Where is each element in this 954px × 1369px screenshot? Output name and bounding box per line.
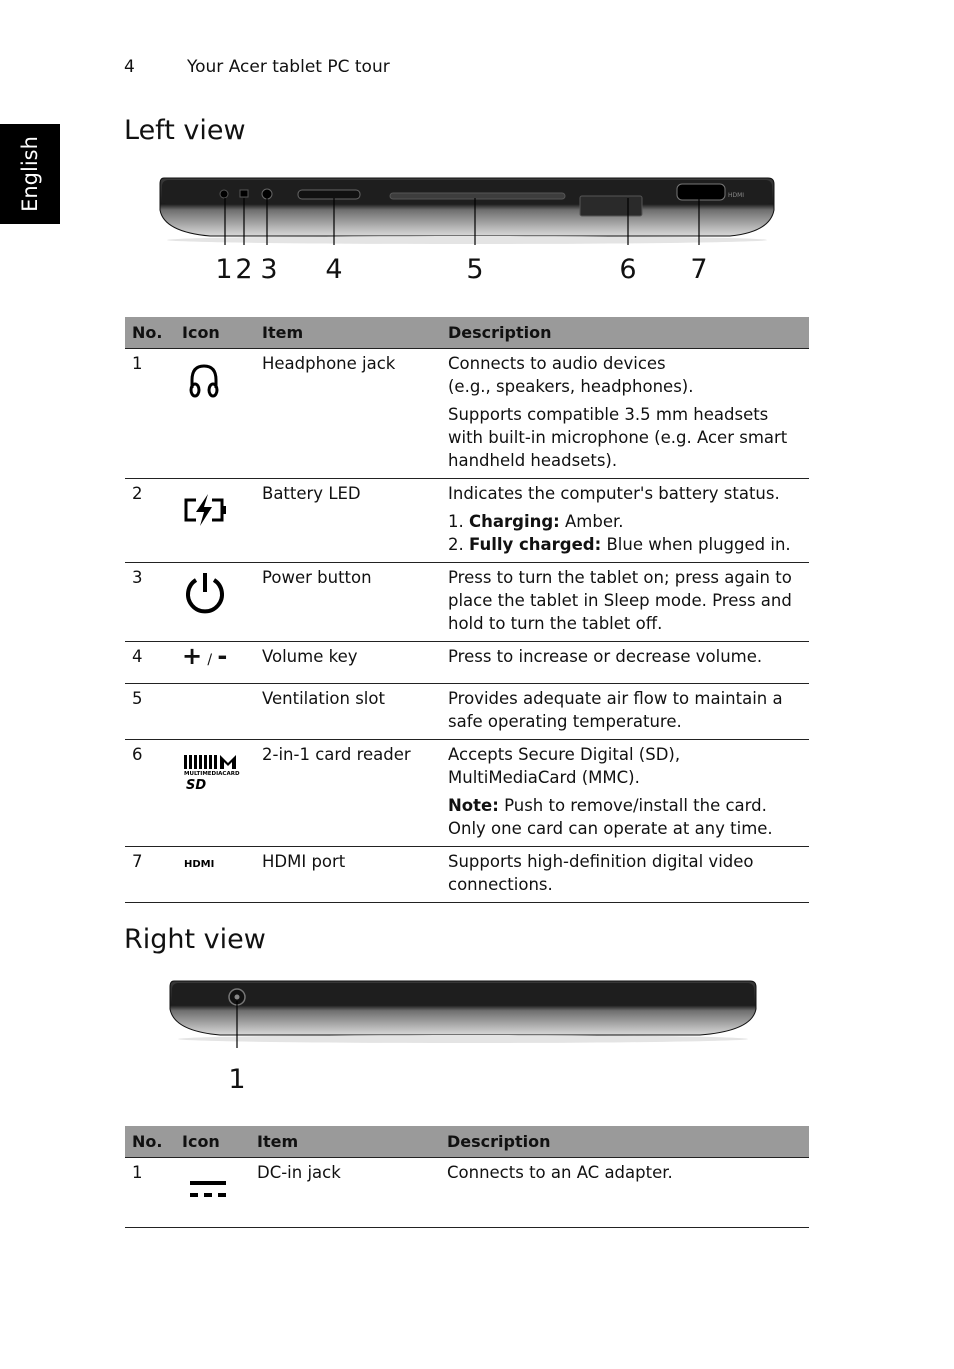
row-description [441,642,809,684]
row-number: 6 [125,740,175,847]
list-text: Blue when plugged in. [606,535,791,554]
desc-line: (e.g., speakers, headphones). [448,377,694,396]
row-item: Power button [255,563,441,642]
row-number: 1 [125,1158,175,1228]
table-row [125,349,809,479]
row-item: Battery LED [255,479,441,563]
mmc-icon-text: MULTIMEDIACARD [184,771,240,777]
col-icon: Icon [175,1126,250,1158]
note-label: Note: [448,796,499,815]
hdmi-icon [182,854,222,874]
row-number: 7 [125,847,175,903]
col-item: Item [255,317,441,349]
hdmi-device-label: HDMI [728,192,745,199]
icon-empty [175,684,255,740]
right-view-figure [160,975,770,1095]
left-view-table [125,317,809,903]
language-tab [0,124,60,224]
row-item: 2-in-1 card reader [255,740,441,847]
table-row [125,642,809,684]
minus-glyph: - [217,642,228,670]
desc-line: with built-in microphone (e.g. Acer smart [448,428,788,447]
slash-glyph: / [207,652,213,668]
sd-icon-text: SD [186,778,207,793]
list-text: Amber. [565,512,624,531]
table-row [125,479,809,563]
battery-charging-icon [182,492,228,528]
page-number: 4 [124,57,135,77]
desc-line: MultiMediaCard (MMC). [448,768,640,787]
table-row [125,847,809,903]
col-icon: Icon [175,317,255,349]
desc-line: Press to increase or decrease volume. [448,647,763,666]
table-row [125,684,809,740]
plus-glyph: + [182,642,203,670]
desc-line: connections. [448,875,553,894]
row-item: HDMI port [255,847,441,903]
dc-in-icon [188,1179,228,1203]
row-description [440,1158,809,1228]
table-row [125,563,809,642]
row-item: Headphone jack [255,349,441,479]
desc-line: safe operating temperature. [448,712,682,731]
desc-line: Provides adequate air flow to maintain a [448,689,783,708]
row-description [441,349,809,479]
list-bold: Charging: [469,512,560,531]
row-description [441,563,809,642]
desc-line: Supports high-definition digital video [448,852,754,871]
callout-1: 1 [228,1064,246,1095]
table-row [125,1158,809,1228]
desc-line: Connects to an AC adapter. [447,1163,673,1182]
col-description: Description [441,317,809,349]
row-item: Ventilation slot [255,684,441,740]
row-description [441,479,809,563]
row-item: Volume key [255,642,441,684]
desc-line: Accepts Secure Digital (SD), [448,745,681,764]
headphone-icon [182,358,226,402]
callout-7: 7 [690,254,708,285]
list-prefix: 2. [448,535,464,554]
table-header-row [125,1126,809,1158]
left-view-heading: Left view [124,115,246,146]
running-title: Your Acer tablet PC tour [187,57,390,77]
row-description [441,740,809,847]
desc-line: handheld headsets). [448,451,618,470]
hdmi-icon-text: HDMI [184,859,215,870]
right-view-table [125,1126,809,1228]
callout-2: 2 [235,254,253,285]
table-header-row [125,317,809,349]
desc-line: Supports compatible 3.5 mm headsets [448,405,769,424]
desc-line: hold to turn the tablet off. [448,614,663,633]
mmc-sd-card-icon [182,753,246,793]
note-text: Only one card can operate at any time. [448,819,773,838]
table-row [125,740,809,847]
row-item: DC-in jack [250,1158,440,1228]
left-view-figure [150,170,790,290]
desc-line: Press to turn the tablet on; press again to [448,568,792,587]
col-no: No. [125,317,175,349]
row-description [441,847,809,903]
note-text: Push to remove/install the card. [504,796,767,815]
col-description: Description [440,1126,809,1158]
row-number: 2 [125,479,175,563]
callout-6: 6 [619,254,637,285]
callout-3: 3 [260,254,278,285]
desc-line: Indicates the computer's battery status. [448,484,780,503]
power-icon [182,570,228,616]
row-description [441,684,809,740]
list-prefix: 1. [448,512,464,531]
desc-line: Connects to audio devices [448,354,666,373]
col-no: No. [125,1126,175,1158]
callout-5: 5 [466,254,484,285]
callout-1: 1 [215,254,233,285]
row-number: 5 [125,684,175,740]
list-bold: Fully charged: [469,535,602,554]
callout-4: 4 [325,254,343,285]
volume-plus-minus-icon [175,642,255,684]
right-view-heading: Right view [124,924,266,955]
language-tab-label: English [18,136,43,212]
desc-line: place the tablet in Sleep mode. Press and [448,591,792,610]
row-number: 4 [125,642,175,684]
col-item: Item [250,1126,440,1158]
row-number: 3 [125,563,175,642]
row-number: 1 [125,349,175,479]
